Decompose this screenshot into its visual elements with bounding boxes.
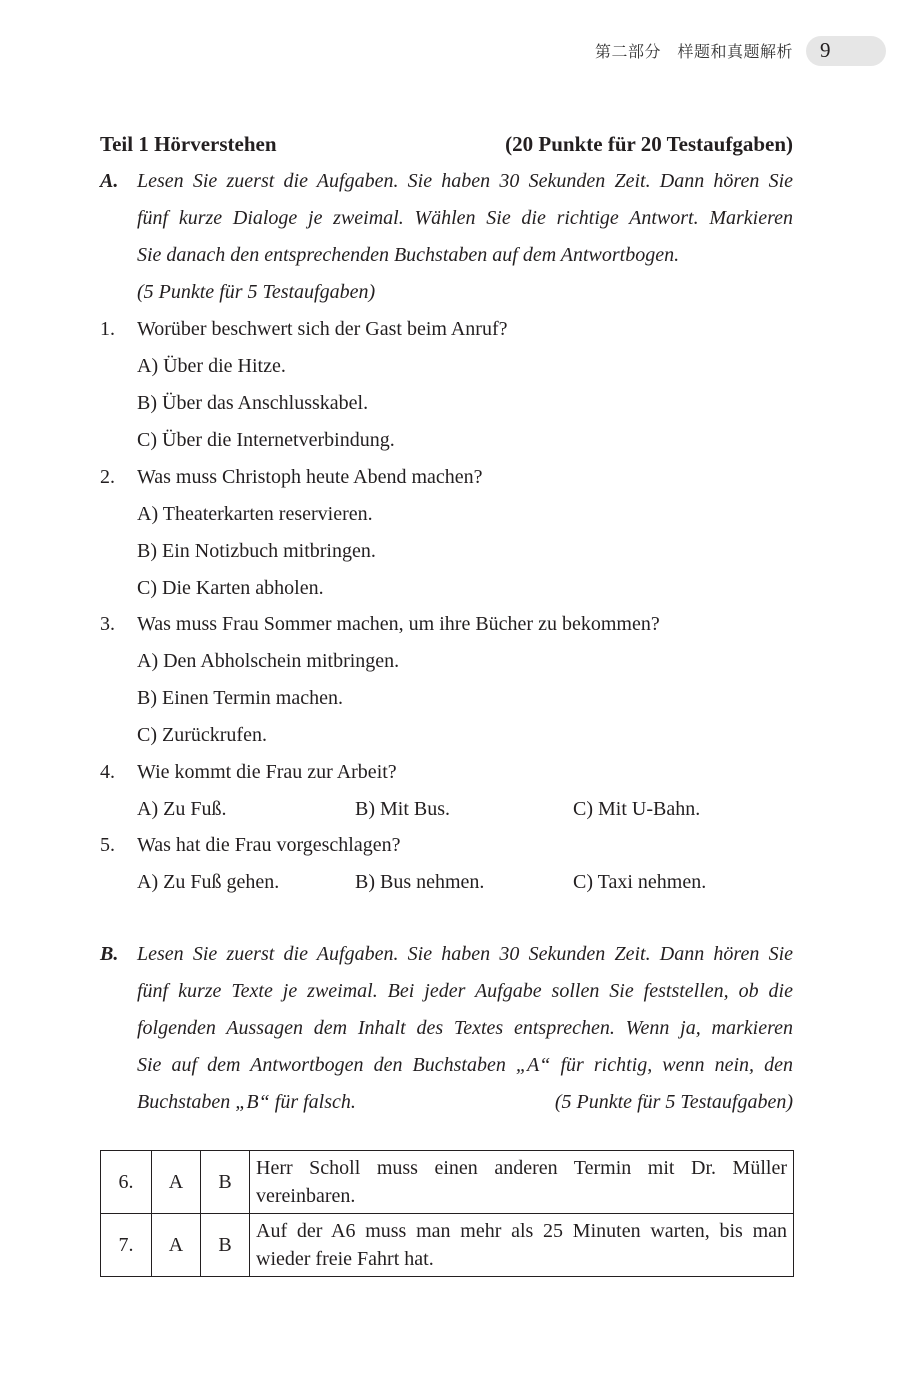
instruction-line: Sie danach den entsprechenden Buchstaben auf dem Antwortbogen. bbox=[137, 244, 680, 266]
page-number-badge bbox=[806, 36, 886, 66]
section-b-instructions bbox=[100, 936, 793, 1121]
question-number: 2. bbox=[100, 466, 115, 488]
section-a-points: (5 Punkte für 5 Testaufgaben) bbox=[137, 281, 376, 303]
statement-cell: Auf der A6 muss man mehr als 25 Minuten warten, bis man wieder freie Fahrt hat. bbox=[250, 1214, 794, 1277]
option-3a: A) Den Abholschein mitbringen. bbox=[137, 650, 400, 672]
part-title bbox=[100, 132, 793, 160]
statement-cell: Herr Scholl muss einen anderen Termin mit Dr. Müller vereinbaren. bbox=[250, 1151, 794, 1214]
section-b-points: (5 Punkte für 5 Testaufgaben) bbox=[554, 1091, 793, 1113]
question-number: 3. bbox=[100, 613, 115, 635]
question-text: Was hat die Frau vorgeschlagen? bbox=[137, 834, 401, 856]
option-1a: A) Über die Hitze. bbox=[137, 355, 286, 377]
question-text: Was muss Christoph heute Abend machen? bbox=[137, 466, 483, 488]
section-b-marker: B. bbox=[100, 943, 119, 965]
item-number: 6. bbox=[101, 1151, 152, 1214]
instruction-line: Lesen Sie zuerst die Aufgaben. Sie haben 30 Sekunden Zeit. Dann hören Sie bbox=[137, 170, 793, 192]
question-number: 4. bbox=[100, 761, 115, 783]
option-1c: C) Über die Internetverbindung. bbox=[137, 429, 395, 451]
option-2c: C) Die Karten abholen. bbox=[137, 577, 324, 599]
question-text: Worüber beschwert sich der Gast beim Anruf? bbox=[137, 318, 508, 340]
option-5b: B) Bus nehmen. bbox=[355, 871, 485, 893]
page-number: 9 bbox=[820, 38, 831, 62]
instruction-line: folgenden Aussagen dem Inhalt des Textes entsprechen. Wenn ja, markieren bbox=[137, 1017, 793, 1039]
question-number: 1. bbox=[100, 318, 115, 340]
instruction-last-row bbox=[137, 1084, 793, 1121]
question-text: Was muss Frau Sommer machen, um ihre Bücher zu bekommen? bbox=[137, 613, 660, 635]
option-a-cell[interactable]: A bbox=[152, 1214, 201, 1277]
option-b-cell[interactable]: B bbox=[201, 1151, 250, 1214]
option-4a: A) Zu Fuß. bbox=[137, 798, 227, 820]
section-a-instructions bbox=[100, 163, 793, 311]
section-a-marker: A. bbox=[100, 170, 119, 192]
instruction-line: Sie auf dem Antwortbogen den Buchstaben „A“ für richtig, wenn nein, den bbox=[137, 1054, 793, 1076]
answer-table bbox=[100, 1150, 794, 1277]
instruction-line: fünf kurze Dialoge je zweimal. Wählen Sie die richtige Antwort. Markieren bbox=[137, 207, 793, 229]
instruction-line: fünf kurze Texte je zweimal. Bei jeder Aufgabe sollen Sie feststellen, ob die bbox=[137, 980, 793, 1002]
option-5c: C) Taxi nehmen. bbox=[573, 871, 707, 893]
option-5a: A) Zu Fuß gehen. bbox=[137, 871, 280, 893]
part-points: (20 Punkte für 20 Testaufgaben) bbox=[505, 132, 793, 156]
option-2b: B) Ein Notizbuch mitbringen. bbox=[137, 540, 376, 562]
section-title: 第二部分 样题和真题解析 bbox=[594, 42, 793, 61]
option-4b: B) Mit Bus. bbox=[355, 798, 451, 820]
instruction-line: Buchstaben „B“ für falsch. bbox=[137, 1091, 356, 1113]
option-1b: B) Über das Anschlusskabel. bbox=[137, 392, 369, 414]
option-2a: A) Theaterkarten reservieren. bbox=[137, 503, 373, 525]
item-number: 7. bbox=[101, 1214, 152, 1277]
instruction-line: Lesen Sie zuerst die Aufgaben. Sie haben 30 Sekunden Zeit. Dann hören Sie bbox=[137, 943, 793, 965]
question-number: 5. bbox=[100, 834, 115, 856]
option-3b: B) Einen Termin machen. bbox=[137, 687, 343, 709]
option-4c: C) Mit U-Bahn. bbox=[573, 798, 701, 820]
table-row bbox=[101, 1214, 794, 1277]
option-a-cell[interactable]: A bbox=[152, 1151, 201, 1214]
question-text: Wie kommt die Frau zur Arbeit? bbox=[137, 761, 397, 783]
table-row bbox=[101, 1151, 794, 1214]
option-3c: C) Zurückrufen. bbox=[137, 724, 267, 746]
option-b-cell[interactable]: B bbox=[201, 1214, 250, 1277]
part-heading: Teil 1 Hörverstehen bbox=[100, 132, 277, 156]
running-header bbox=[0, 36, 900, 66]
